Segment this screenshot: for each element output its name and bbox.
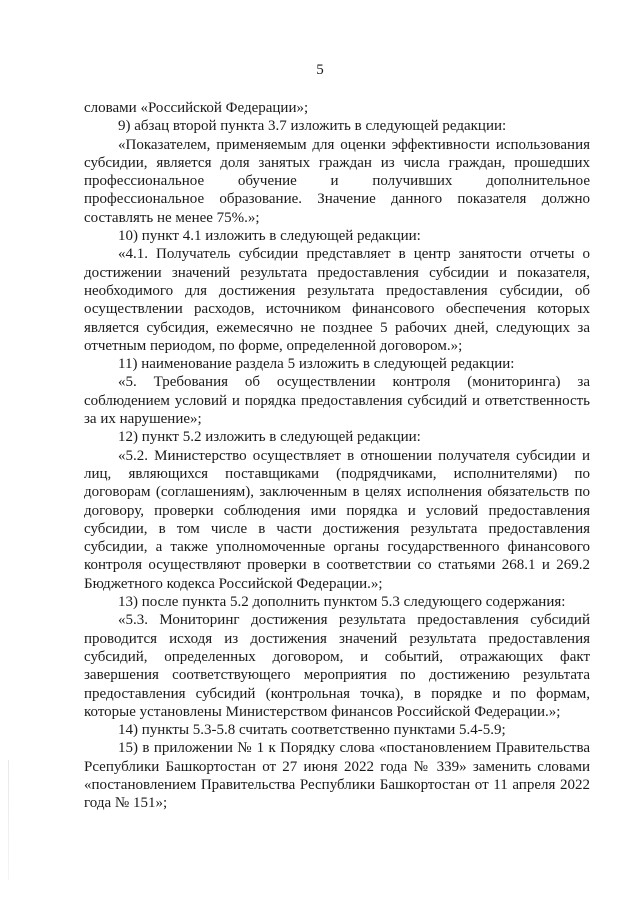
paragraph-quote-5: «5. Требования об осуществлении контроля (мониторинга) за соблюдением условий и порядка предоставления субсидий и ответственность за их нарушение»; [84, 374, 590, 428]
paragraph-continuation: словами «Российской Федерации»; [84, 100, 309, 116]
paragraph-quote-3-7: «Показателем, применяемым для оценки эффективности использования субсидии, является доля занятых граждан из числа граждан, прошедших профессиональное обучение и получивших дополнительное профессиональное образование. Значение данного показателя должно составлять не менее 75%.»; [84, 136, 590, 226]
document-body [84, 99, 590, 813]
paragraph-item-15: 15) в приложении № 1 к Порядку слова «постановлением Правительства Рсепублики Башкортостан от 27 июня 2022 года № 339» заменить словами «постановлением Правительства Республики Башкортостан от 11 апреля 2022 года № 151»; [84, 740, 590, 812]
paragraph-item-10: 10) пункт 4.1 изложить в следующей редакции: [118, 228, 421, 245]
scan-margin-mark [8, 760, 9, 880]
paragraph-quote-5-2: «5.2. Министерство осуществляет в отношении получателя субсидии и лиц, являющихся поставщиками (подрядчиками, исполнителями) по договорам (соглашениям), заключенным в целях исполнения обязательств по договору, проверки соблюдения ими порядка и условий предоставления субсидии, в том числе в части достижения результата предоставления субсидии, а также уполномоченные органы государственного финансового контроля осуществляют проверки в соответствии со статьями 268.1 и 269.2 Бюджетного кодекса Российской Федерации.»; [84, 447, 590, 592]
paragraph-item-11: 11) наименование раздела 5 изложить в следующей редакции: [118, 356, 515, 373]
paragraph-item-13: 13) после пункта 5.2 дополнить пунктом 5.3 следующего содержания: [118, 594, 566, 611]
paragraph-item-12: 12) пункт 5.2 изложить в следующей редакции: [118, 429, 421, 446]
paragraph-quote-5-3: «5.3. Мониторинг достижения результата предоставления субсидий проводится исходя из достижения значений результата предоставления субсидий, определенных договором, и событий, отражающих факт завершения соответствующего мероприятия по достижению результата предоставления субсидий (контрольная точка), в порядке и по формам, которые установлены Министерством финансов Российской Федерации.»; [84, 612, 590, 720]
page-number: 5 [316, 62, 324, 78]
paragraph-item-14: 14) пункты 5.3-5.8 считать соответственно пунктами 5.4-5.9; [118, 722, 506, 739]
paragraph-quote-4-1: «4.1. Получатель субсидии представляет в центр занятости отчеты о достижении значений результата предоставления субсидии и показателя, необходимого для достижения результата предоставления субсидии, об осуществлении расходов, источником финансового обеспечения которых является субсидия, ежемесячно не позднее 5 рабочих дней, следующих за отчетным периодом, по форме, определенной договором.»; [84, 246, 590, 354]
paragraph-item-9: 9) абзац второй пункта 3.7 изложить в следующей редакции: [118, 118, 507, 135]
